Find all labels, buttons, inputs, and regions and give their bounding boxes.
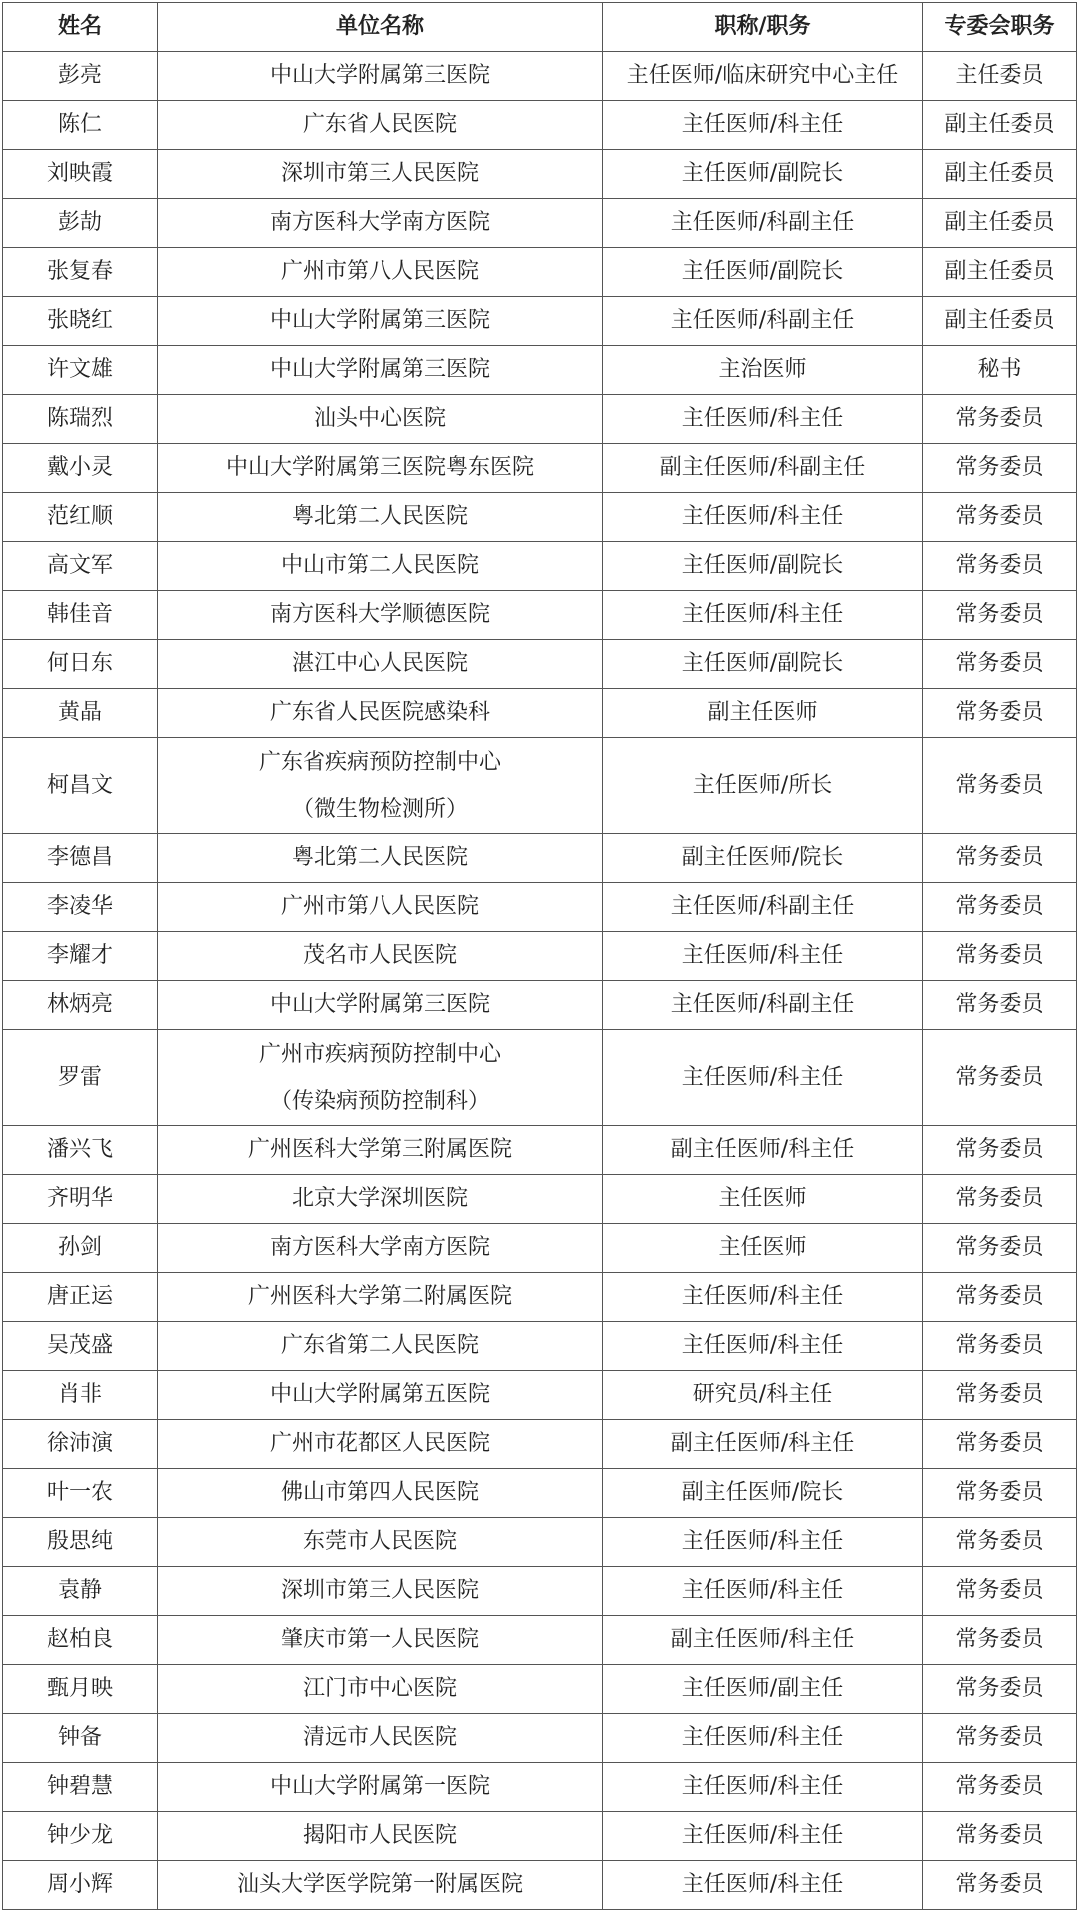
cell-role: 常务委员 <box>923 834 1077 883</box>
cell-unit <box>158 1420 603 1469</box>
cell-title: 主任医师/科主任 <box>603 1763 923 1812</box>
cell-title: 副主任医师/科副主任 <box>603 444 923 493</box>
cell-title: 主任医师/科主任 <box>603 493 923 542</box>
cell-title: 主任医师/副主任 <box>603 1665 923 1714</box>
cell-unit <box>158 981 603 1030</box>
cell-role: 常务委员 <box>923 1126 1077 1175</box>
cell-unit <box>158 1224 603 1273</box>
cell-role: 常务委员 <box>923 444 1077 493</box>
table-header <box>3 3 1077 52</box>
cell-unit <box>158 738 603 834</box>
cell-title: 主任医师/科主任 <box>603 1714 923 1763</box>
table-row <box>3 1714 1077 1763</box>
cell-name: 陈仁 <box>3 101 158 150</box>
table-row <box>3 542 1077 591</box>
cell-title: 主任医师/科主任 <box>603 1812 923 1861</box>
cell-name: 钟备 <box>3 1714 158 1763</box>
cell-role: 常务委员 <box>923 1616 1077 1665</box>
table-row <box>3 1665 1077 1714</box>
cell-name: 殷思纯 <box>3 1518 158 1567</box>
cell-unit-line: 粤北第二人民医院 <box>291 504 468 529</box>
cell-unit <box>158 248 603 297</box>
cell-unit-line: 中山大学附属第五医院 <box>269 1382 490 1407</box>
cell-unit-line: 中山大学附属第三医院 <box>269 308 490 333</box>
cell-unit <box>158 640 603 689</box>
cell-unit <box>158 101 603 150</box>
cell-unit-line: 广东省人民医院 <box>302 112 457 137</box>
cell-role: 常务委员 <box>923 640 1077 689</box>
cell-name: 林炳亮 <box>3 981 158 1030</box>
cell-unit <box>158 1616 603 1665</box>
cell-name: 韩佳音 <box>3 591 158 640</box>
cell-unit-line: 广州市疾病预防控制中心 <box>258 1041 501 1067</box>
cell-title: 主任医师/科副主任 <box>603 883 923 932</box>
cell-title: 主任医师/科主任 <box>603 1567 923 1616</box>
cell-role: 秘书 <box>923 346 1077 395</box>
cell-unit <box>158 883 603 932</box>
cell-role: 常务委员 <box>923 932 1077 981</box>
cell-name: 柯昌文 <box>3 738 158 834</box>
cell-title: 副主任医师 <box>603 689 923 738</box>
cell-role: 常务委员 <box>923 689 1077 738</box>
cell-name: 彭亮 <box>3 52 158 101</box>
cell-title: 主任医师 <box>603 1224 923 1273</box>
cell-unit-line: 中山大学附属第三医院 <box>269 357 490 382</box>
cell-title: 主任医师/所长 <box>603 738 923 834</box>
cell-unit <box>158 1469 603 1518</box>
cell-unit-line: 中山大学附属第三医院 <box>269 992 490 1017</box>
table-row <box>3 689 1077 738</box>
table-row <box>3 1224 1077 1273</box>
table-row <box>3 1469 1077 1518</box>
table-row <box>3 248 1077 297</box>
cell-role: 常务委员 <box>923 542 1077 591</box>
cell-role: 常务委员 <box>923 1714 1077 1763</box>
cell-unit-line: 广州市第八人民医院 <box>280 894 479 919</box>
cell-unit <box>158 444 603 493</box>
cell-unit <box>158 1861 603 1910</box>
cell-role: 常务委员 <box>923 1763 1077 1812</box>
cell-unit-line: 广州市花都区人民医院 <box>269 1431 490 1456</box>
table-row <box>3 346 1077 395</box>
cell-unit <box>158 1567 603 1616</box>
cell-unit <box>158 1030 603 1126</box>
cell-name: 甄月映 <box>3 1665 158 1714</box>
cell-unit-line: 江门市中心医院 <box>302 1676 457 1701</box>
cell-unit-line: 广州医科大学第二附属医院 <box>247 1284 512 1309</box>
header-row <box>3 3 1077 52</box>
cell-unit-line: 南方医科大学南方医院 <box>269 1235 490 1260</box>
cell-role: 常务委员 <box>923 883 1077 932</box>
cell-unit-line: （传染病预防控制科） <box>269 1088 490 1114</box>
cell-role: 副主任委员 <box>923 297 1077 346</box>
cell-role: 常务委员 <box>923 1175 1077 1224</box>
cell-role: 常务委员 <box>923 1030 1077 1126</box>
cell-unit <box>158 1126 603 1175</box>
cell-unit-line: 广东省人民医院感染科 <box>269 700 490 725</box>
table-row <box>3 150 1077 199</box>
cell-title: 副主任医师/院长 <box>603 1469 923 1518</box>
cell-role: 常务委员 <box>923 1273 1077 1322</box>
cell-unit-line: 湛江中心人民医院 <box>291 651 468 676</box>
cell-unit <box>158 1175 603 1224</box>
cell-unit-line: 深圳市第三人民医院 <box>280 1578 479 1603</box>
cell-title: 副主任医师/科主任 <box>603 1420 923 1469</box>
cell-title: 主任医师/副院长 <box>603 542 923 591</box>
cell-role: 副主任委员 <box>923 101 1077 150</box>
cell-name: 黄晶 <box>3 689 158 738</box>
table-row <box>3 1518 1077 1567</box>
cell-unit-line: 广州医科大学第三附属医院 <box>247 1137 512 1162</box>
table-row <box>3 1126 1077 1175</box>
cell-name: 彭劼 <box>3 199 158 248</box>
table-row <box>3 297 1077 346</box>
table-row <box>3 932 1077 981</box>
header-title: 职称/职务 <box>603 3 923 52</box>
cell-unit-line: 中山市第二人民医院 <box>280 553 479 578</box>
cell-name: 何日东 <box>3 640 158 689</box>
cell-unit-line: 广州市第八人民医院 <box>280 259 479 284</box>
cell-title: 主任医师/科副主任 <box>603 297 923 346</box>
cell-name: 钟碧慧 <box>3 1763 158 1812</box>
cell-unit <box>158 1665 603 1714</box>
cell-unit-line: 中山大学附属第三医院粤东医院 <box>225 455 534 480</box>
table-row <box>3 1322 1077 1371</box>
cell-name: 潘兴飞 <box>3 1126 158 1175</box>
cell-role: 常务委员 <box>923 1224 1077 1273</box>
cell-unit <box>158 199 603 248</box>
cell-unit <box>158 297 603 346</box>
cell-role: 常务委员 <box>923 493 1077 542</box>
cell-name: 罗雷 <box>3 1030 158 1126</box>
cell-unit <box>158 395 603 444</box>
table-row <box>3 1812 1077 1861</box>
cell-name: 钟少龙 <box>3 1812 158 1861</box>
cell-name: 李耀才 <box>3 932 158 981</box>
cell-unit-line: 汕头大学医学院第一附属医院 <box>236 1872 523 1897</box>
header-unit: 单位名称 <box>158 3 603 52</box>
cell-unit-line: 揭阳市人民医院 <box>302 1823 457 1848</box>
cell-unit <box>158 493 603 542</box>
cell-role: 常务委员 <box>923 1420 1077 1469</box>
cell-unit-line: 东莞市人民医院 <box>302 1529 457 1554</box>
cell-title: 主任医师/科主任 <box>603 1518 923 1567</box>
cell-role: 常务委员 <box>923 395 1077 444</box>
table-row <box>3 640 1077 689</box>
cell-unit-line: 清远市人民医院 <box>302 1725 457 1750</box>
cell-role: 常务委员 <box>923 738 1077 834</box>
cell-title: 副主任医师/科主任 <box>603 1616 923 1665</box>
cell-unit-line: 南方医科大学南方医院 <box>269 210 490 235</box>
cell-unit <box>158 1371 603 1420</box>
cell-unit-line: 深圳市第三人民医院 <box>280 161 479 186</box>
table-body <box>3 52 1077 1910</box>
cell-name: 许文雄 <box>3 346 158 395</box>
cell-title: 主任医师/副院长 <box>603 248 923 297</box>
cell-unit-line: 佛山市第四人民医院 <box>280 1480 479 1505</box>
cell-name: 孙剑 <box>3 1224 158 1273</box>
cell-name: 唐正运 <box>3 1273 158 1322</box>
cell-role: 常务委员 <box>923 1665 1077 1714</box>
header-name: 姓名 <box>3 3 158 52</box>
cell-unit-line: 中山大学附属第一医院 <box>269 1774 490 1799</box>
cell-unit <box>158 591 603 640</box>
cell-role: 常务委员 <box>923 1861 1077 1910</box>
cell-name: 叶一农 <box>3 1469 158 1518</box>
table-row <box>3 1567 1077 1616</box>
cell-title: 主任医师/科主任 <box>603 1273 923 1322</box>
table-row <box>3 738 1077 834</box>
cell-unit-line: 北京大学深圳医院 <box>291 1186 468 1211</box>
cell-name: 徐沛演 <box>3 1420 158 1469</box>
cell-title: 主任医师/科主任 <box>603 1322 923 1371</box>
cell-name: 李凌华 <box>3 883 158 932</box>
cell-title: 主任医师/科主任 <box>603 395 923 444</box>
table-row <box>3 1861 1077 1910</box>
cell-role: 常务委员 <box>923 591 1077 640</box>
cell-title: 主任医师/副院长 <box>603 640 923 689</box>
table-row <box>3 1273 1077 1322</box>
cell-name: 高文军 <box>3 542 158 591</box>
cell-unit <box>158 1322 603 1371</box>
cell-role: 常务委员 <box>923 1812 1077 1861</box>
cell-unit-line: （微生物检测所） <box>291 796 468 822</box>
cell-name: 张复春 <box>3 248 158 297</box>
cell-role: 副主任委员 <box>923 150 1077 199</box>
cell-title: 主任医师/科主任 <box>603 932 923 981</box>
cell-name: 肖非 <box>3 1371 158 1420</box>
table-row <box>3 591 1077 640</box>
cell-name: 张晓红 <box>3 297 158 346</box>
cell-title: 主任医师/科副主任 <box>603 981 923 1030</box>
table-row <box>3 52 1077 101</box>
cell-role: 常务委员 <box>923 1518 1077 1567</box>
table-row <box>3 883 1077 932</box>
cell-unit-line: 南方医科大学顺德医院 <box>269 602 490 627</box>
cell-unit <box>158 689 603 738</box>
cell-role: 主任委员 <box>923 52 1077 101</box>
cell-title: 主治医师 <box>603 346 923 395</box>
cell-unit <box>158 1518 603 1567</box>
cell-unit <box>158 542 603 591</box>
cell-name: 刘映霞 <box>3 150 158 199</box>
cell-name: 吴茂盛 <box>3 1322 158 1371</box>
cell-unit-line: 肇庆市第一人民医院 <box>280 1627 479 1652</box>
table-row <box>3 1175 1077 1224</box>
table-row <box>3 1030 1077 1126</box>
cell-role: 常务委员 <box>923 1322 1077 1371</box>
cell-role: 常务委员 <box>923 981 1077 1030</box>
table-row <box>3 1371 1077 1420</box>
cell-unit <box>158 1812 603 1861</box>
table-row <box>3 395 1077 444</box>
cell-name: 范红顺 <box>3 493 158 542</box>
cell-role: 常务委员 <box>923 1469 1077 1518</box>
cell-name: 袁静 <box>3 1567 158 1616</box>
cell-title: 主任医师/科主任 <box>603 1861 923 1910</box>
cell-unit-line: 广东省疾病预防控制中心 <box>258 749 501 775</box>
table-row <box>3 101 1077 150</box>
cell-title: 主任医师/科主任 <box>603 1030 923 1126</box>
cell-unit-line: 汕头中心医院 <box>313 406 446 431</box>
table-row <box>3 493 1077 542</box>
cell-unit <box>158 52 603 101</box>
cell-name: 赵柏良 <box>3 1616 158 1665</box>
cell-title: 副主任医师/科主任 <box>603 1126 923 1175</box>
cell-unit <box>158 1273 603 1322</box>
cell-title: 主任医师 <box>603 1175 923 1224</box>
cell-unit-line: 粤北第二人民医院 <box>291 845 468 870</box>
cell-unit-line: 茂名市人民医院 <box>302 943 457 968</box>
cell-title: 主任医师/临床研究中心主任 <box>603 52 923 101</box>
committee-roster-table <box>2 2 1077 1910</box>
table-row <box>3 1763 1077 1812</box>
cell-title: 副主任医师/院长 <box>603 834 923 883</box>
cell-name: 齐明华 <box>3 1175 158 1224</box>
cell-unit-line: 中山大学附属第三医院 <box>269 63 490 88</box>
cell-title: 主任医师/科主任 <box>603 591 923 640</box>
cell-role: 常务委员 <box>923 1371 1077 1420</box>
table-row <box>3 444 1077 493</box>
cell-title: 主任医师/副院长 <box>603 150 923 199</box>
cell-name: 陈瑞烈 <box>3 395 158 444</box>
cell-role: 副主任委员 <box>923 248 1077 297</box>
cell-title: 主任医师/科主任 <box>603 101 923 150</box>
cell-name: 李德昌 <box>3 834 158 883</box>
cell-unit <box>158 932 603 981</box>
cell-unit-line: 广东省第二人民医院 <box>280 1333 479 1358</box>
cell-unit <box>158 834 603 883</box>
table-row <box>3 834 1077 883</box>
table-row <box>3 1420 1077 1469</box>
cell-unit <box>158 346 603 395</box>
cell-title: 研究员/科主任 <box>603 1371 923 1420</box>
cell-unit <box>158 150 603 199</box>
cell-name: 周小辉 <box>3 1861 158 1910</box>
cell-unit <box>158 1714 603 1763</box>
cell-role: 副主任委员 <box>923 199 1077 248</box>
header-role: 专委会职务 <box>923 3 1077 52</box>
cell-role: 常务委员 <box>923 1567 1077 1616</box>
cell-name: 戴小灵 <box>3 444 158 493</box>
cell-title: 主任医师/科副主任 <box>603 199 923 248</box>
table-row <box>3 1616 1077 1665</box>
table-row <box>3 199 1077 248</box>
cell-unit <box>158 1763 603 1812</box>
table-row <box>3 981 1077 1030</box>
